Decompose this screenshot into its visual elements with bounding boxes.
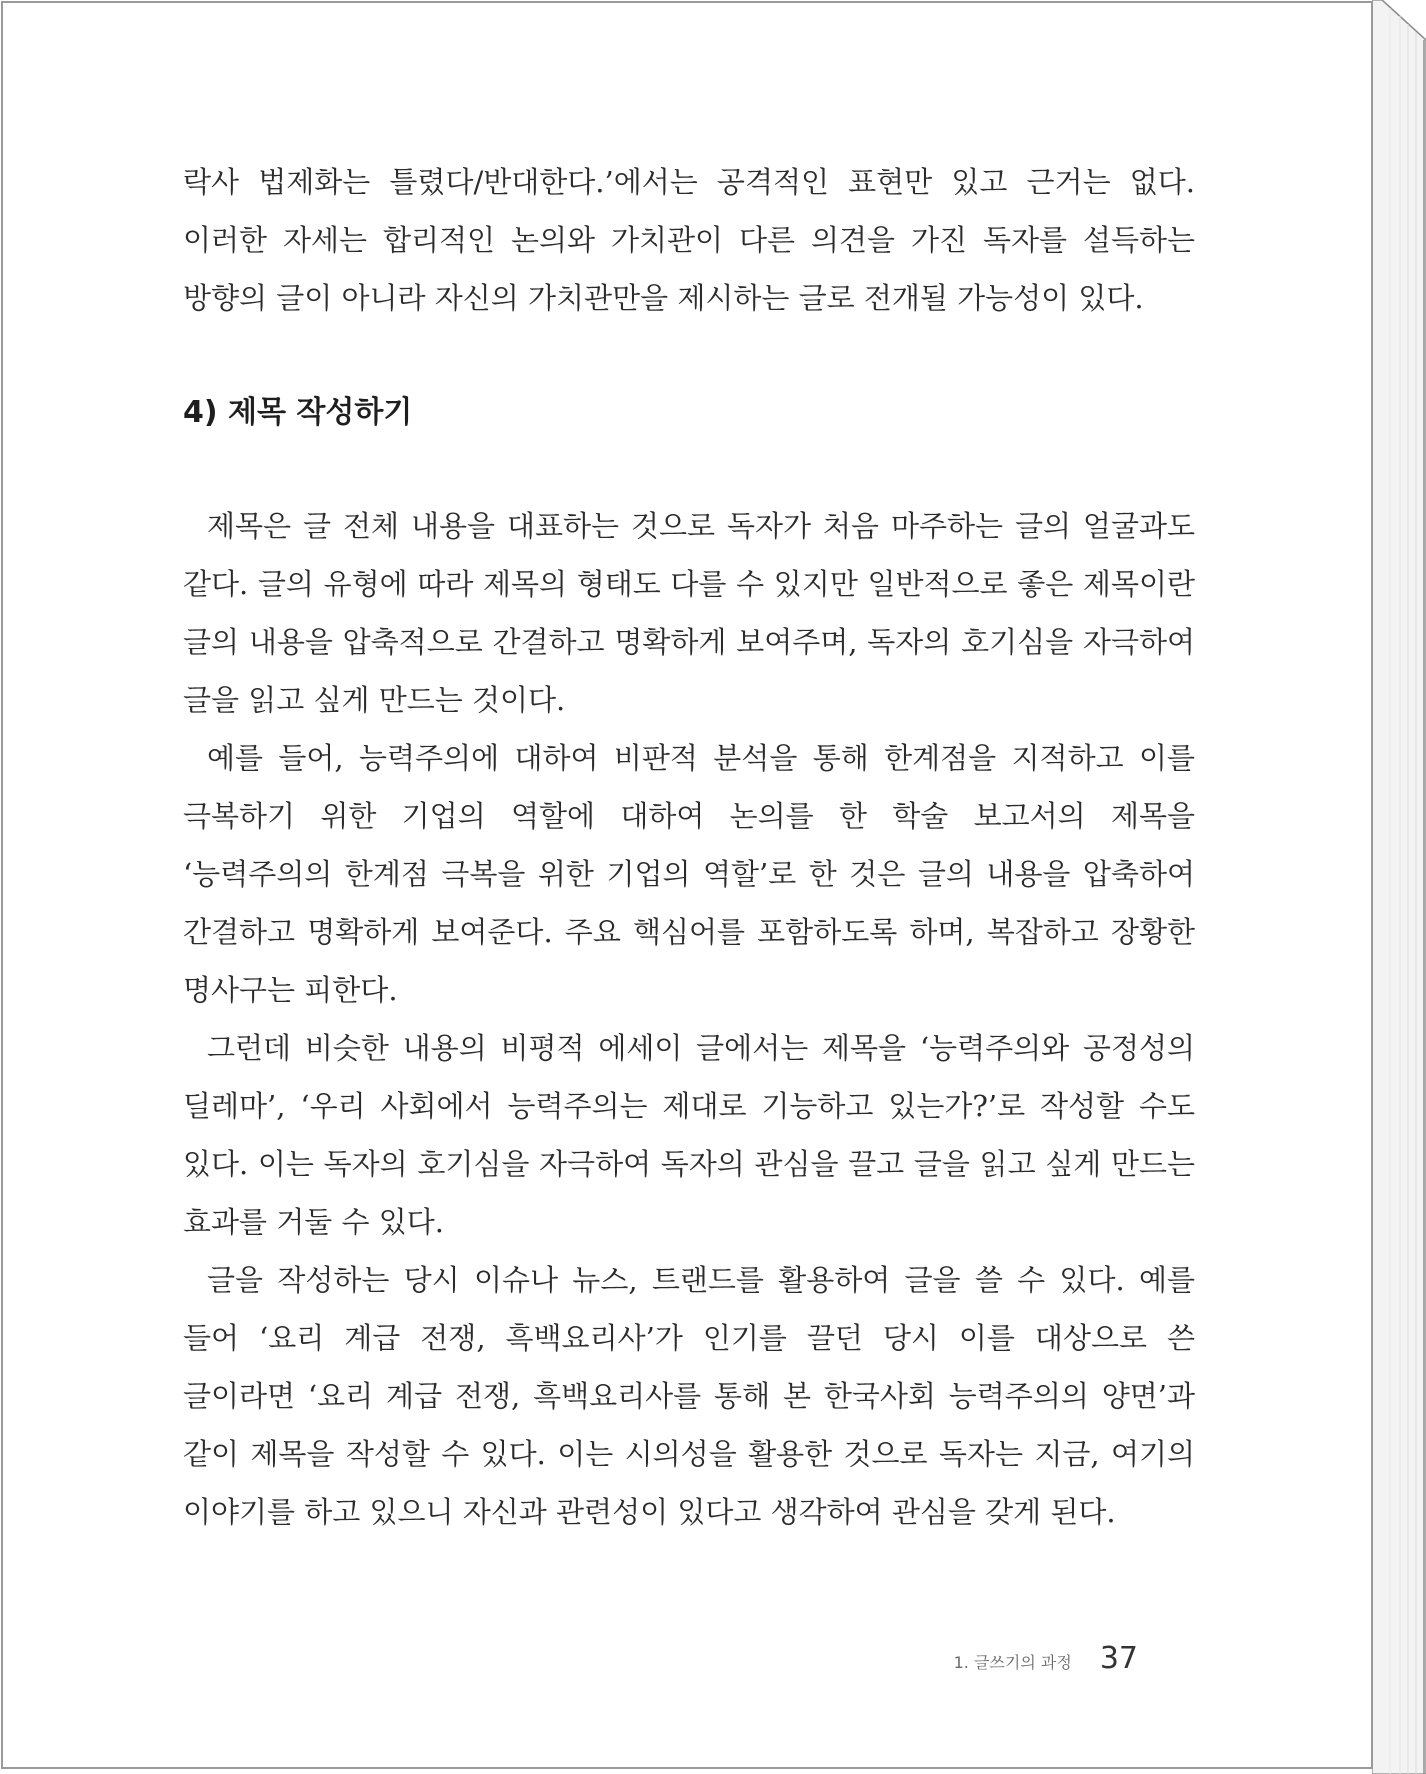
page-footer bbox=[954, 1641, 1138, 1676]
section-heading: 4) 제목 작성하기 bbox=[183, 395, 413, 430]
chapter-label: 1. 글쓰기의 과정 bbox=[953, 1653, 1072, 1672]
page-stack-edge bbox=[1372, 0, 1426, 1774]
body-paragraph: 락사 법제화는 틀렸다/반대한다.’에서는 공격적인 표현만 있고 근거는 없다. 이러한 자세는 합리적인 논의와 가치관이 다른 의견을 가진 독자를 설득하는 방향의 글이 아니라 자신의 가치관만을 제시하는 글로 전개될 가능성이 있다. bbox=[183, 165, 1195, 315]
page-number: 37 bbox=[1099, 1641, 1138, 1676]
body-paragraph: 예를 들어, 능력주의에 대하여 비판적 분석을 통해 한계점을 지적하고 이를 극복하기 위한 기업의 역할에 대하여 논의를 한 학술 보고서의 제목을 ‘능력주의의 한계점 극복을 위한 기업의 역할’로 한 것은 글의 내용을 압축하여 간결하고 명확하게 보여준다. 주요 핵심어를 포함하도록 하며, 복잡하고 장황한 명사구는 피한다. bbox=[183, 741, 1195, 1007]
page bbox=[1, 1, 1373, 1769]
page-body bbox=[183, 153, 1195, 1541]
body-paragraph: 그런데 비슷한 내용의 비평적 에세이 글에서는 제목을 ‘능력주의와 공정성의 딜레마’, ‘우리 사회에서 능력주의는 제대로 기능하고 있는가?’로 작성할 수도 있다. 이는 독자의 호기심을 자극하여 독자의 관심을 끌고 글을 읽고 싶게 만드는 효과를 거둘 수 있다. bbox=[183, 1031, 1195, 1239]
body-paragraph: 글을 작성하는 당시 이슈나 뉴스, 트랜드를 활용하여 글을 쓸 수 있다. 예를 들어 ‘요리 계급 전쟁, 흑백요리사’가 인기를 끌던 당시 이를 대상으로 쓴 글이라면 ‘요리 계급 전쟁, 흑백요리사를 통해 본 한국사회 능력주의의 양면’과 같이 제목을 작성할 수 있다. 이는 시의성을 활용한 것으로 독자는 지금, 여기의 이야기를 하고 있으니 자신과 관련성이 있다고 생각하여 관심을 갖게 된다. bbox=[183, 1263, 1195, 1529]
body-paragraph: 제목은 글 전체 내용을 대표하는 것으로 독자가 처음 마주하는 글의 얼굴과도 같다. 글의 유형에 따라 제목의 형태도 다를 수 있지만 일반적으로 좋은 제목이란 글의 내용을 압축적으로 간결하고 명확하게 보여주며, 독자의 호기심을 자극하여 글을 읽고 싶게 만드는 것이다. bbox=[183, 509, 1195, 717]
